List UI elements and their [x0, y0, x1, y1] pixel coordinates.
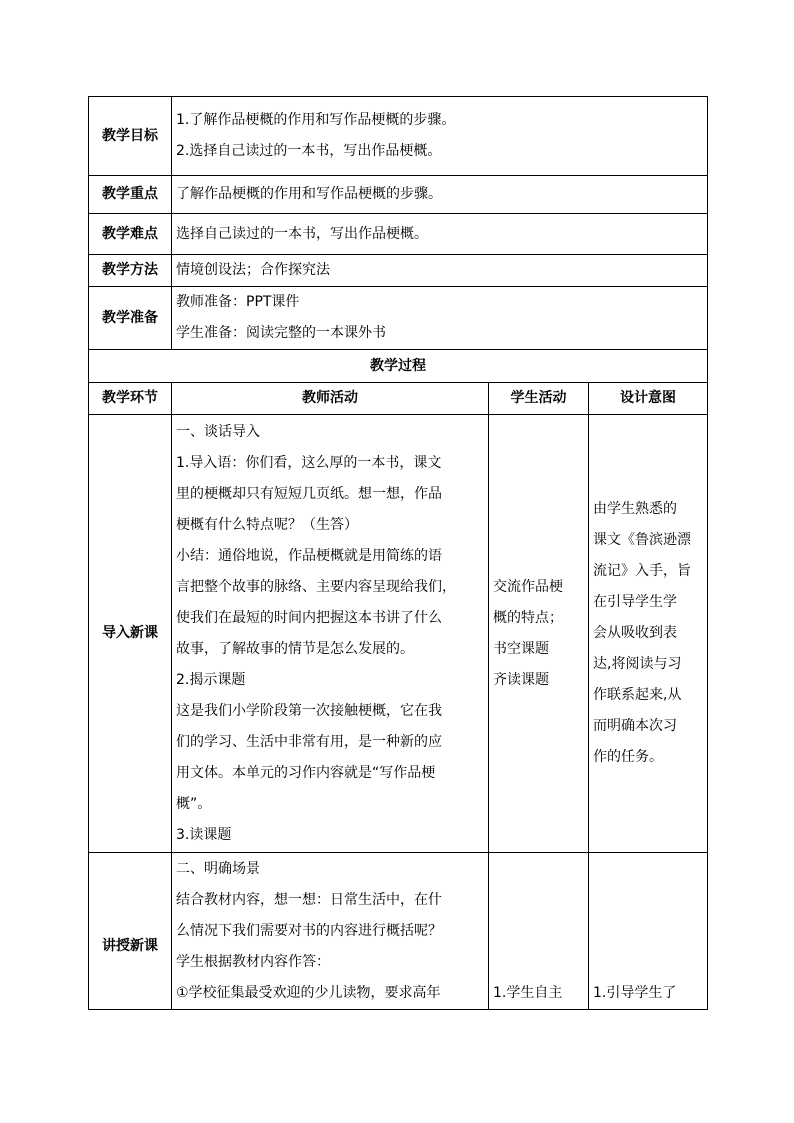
teacher-line: 梗概有什么特点呢？（生答）	[176, 516, 358, 533]
teacher-line: 小结：通俗地说，作品梗概就是用简练的语	[176, 547, 442, 564]
teacher-line: 结合教材内容，想一想：日常生活中，在什	[176, 891, 442, 908]
intent-line: 作的任务。	[593, 749, 663, 765]
teacher-line: 使我们在最短的时间内把握这本书讲了什么	[176, 609, 442, 626]
teacher-line: 一、谈话导入	[176, 423, 260, 440]
teacher-line: 3.读课题	[176, 826, 232, 843]
teaching-section-row	[89, 853, 708, 1010]
prep-content	[172, 287, 708, 350]
intent-line: 由学生熟悉的	[593, 501, 677, 517]
teacher-line: 这是我们小学阶段第一次接触梗概，它在我	[176, 702, 442, 719]
header-stage: 教学环节	[89, 383, 172, 415]
intro-teacher-activity	[172, 415, 489, 853]
teacher-line: 故事，了解故事的情节是怎么发展的。	[176, 640, 414, 657]
teaching-stage-label: 讲授新课	[89, 853, 172, 1010]
goals-line: 1.了解作品梗概的作用和写作品梗概的步骤。	[176, 112, 456, 128]
method-label: 教学方法	[89, 255, 172, 287]
process-title-row	[89, 350, 708, 383]
teacher-line: 里的梗概却只有短短几页纸。想一想，作品	[176, 485, 442, 502]
lesson-plan-table	[88, 96, 708, 1010]
difficulty-row	[89, 214, 708, 255]
student-line: 齐读课题	[493, 671, 549, 688]
teacher-line: 言把整个故事的脉络、主要内容呈现给我们，	[176, 578, 456, 595]
header-student: 学生活动	[489, 383, 589, 415]
teacher-line: 1.导入语：你们看，这么厚的一本书，课文	[176, 454, 442, 471]
intro-student-activity	[489, 415, 589, 853]
header-intent: 设计意图	[589, 383, 708, 415]
key-content: 了解作品梗概的作用和写作品梗概的步骤。	[172, 176, 708, 214]
student-line: 1.学生自主	[493, 984, 563, 1001]
header-teacher: 教师活动	[172, 383, 489, 415]
teacher-line: ①学校征集最受欢迎的少儿读物，要求高年	[176, 984, 441, 1001]
intent-line: 达,将阅读与习	[593, 656, 682, 672]
intro-design-intent	[589, 415, 708, 853]
intent-line: 在引导学生学	[593, 594, 677, 610]
teaching-design-intent	[589, 853, 708, 1010]
teacher-line: 么情况下我们需要对书的内容进行概括呢？	[176, 922, 442, 939]
intro-stage-label: 导入新课	[89, 415, 172, 853]
header-row	[89, 383, 708, 415]
process-title: 教学过程	[89, 350, 708, 383]
method-row	[89, 255, 708, 287]
goals-line: 2.选择自己读过的一本书，写出作品梗概。	[176, 143, 442, 159]
prep-line: 学生准备：阅读完整的一本课外书	[176, 325, 386, 341]
teacher-line: 2.揭示课题	[176, 671, 246, 688]
intent-line: 作联系起来,从	[593, 687, 682, 703]
goals-label: 教学目标	[89, 97, 172, 176]
teaching-student-activity	[489, 853, 589, 1010]
intro-section-row	[89, 415, 708, 853]
teaching-teacher-activity	[172, 853, 489, 1010]
prep-row	[89, 287, 708, 350]
intent-line: 会从吸收到表	[593, 625, 677, 641]
intent-line: 流记》入手，旨	[593, 563, 691, 579]
prep-line: 教师准备：PPT课件	[176, 294, 300, 310]
goals-content	[172, 97, 708, 176]
method-content: 情境创设法；合作探究法	[172, 255, 708, 287]
intent-line: 课文《鲁滨逊漂	[593, 532, 691, 548]
prep-label: 教学准备	[89, 287, 172, 350]
intent-line: 而明确本次习	[593, 718, 677, 734]
teacher-line: 概”。	[176, 795, 212, 812]
difficulty-label: 教学难点	[89, 214, 172, 255]
key-row	[89, 176, 708, 214]
student-line: 书空课题	[493, 640, 549, 657]
difficulty-content: 选择自己读过的一本书，写出作品梗概。	[172, 214, 708, 255]
intent-line: 1.引导学生了	[593, 984, 677, 1001]
key-label: 教学重点	[89, 176, 172, 214]
teacher-line: 二、明确场景	[176, 860, 260, 877]
teacher-line: 学生根据教材内容作答：	[176, 953, 330, 970]
teacher-line: 们的学习、生活中非常有用，是一种新的应	[176, 733, 442, 750]
teacher-line: 用文体。本单元的习作内容就是“写作品梗	[176, 764, 436, 781]
student-line: 交流作品梗	[493, 578, 563, 595]
goals-row	[89, 97, 708, 176]
student-line: 概的特点；	[493, 609, 563, 626]
